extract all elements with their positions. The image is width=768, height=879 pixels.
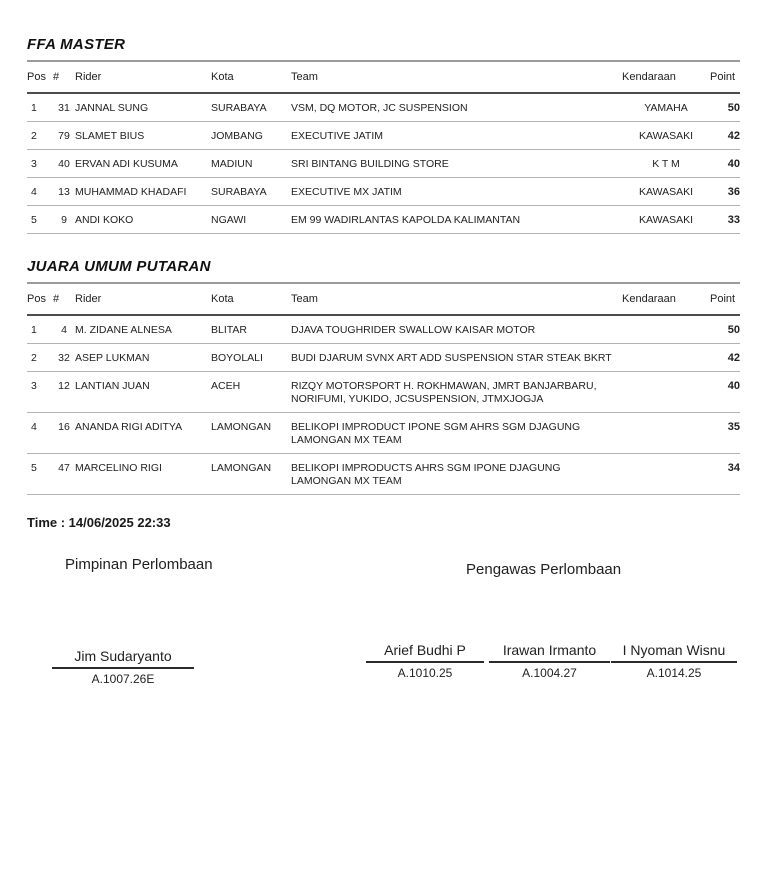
cell-pos: 2 <box>27 344 53 372</box>
cell-team: RIZQY MOTORSPORT H. ROKHMAWAN, JMRT BANJARBARU, NORIFUMI, YUKIDO, JCSUSPENSION, JTMXJOGJA <box>291 372 622 413</box>
signature-block-official-3 <box>611 642 737 680</box>
cell-point: 50 <box>710 315 740 344</box>
cell-point: 34 <box>710 454 740 495</box>
cell-point: 35 <box>710 413 740 454</box>
cell-point: 50 <box>710 93 740 122</box>
col-header-kendaraan: Kendaraan <box>622 283 710 315</box>
col-header-pos: Pos <box>27 61 53 93</box>
role-pengawas-perlombaan: Pengawas Perlombaan <box>466 561 622 578</box>
cell-team: EXECUTIVE JATIM <box>291 122 622 150</box>
cell-kota: JOMBANG <box>211 122 291 150</box>
cell-team: EM 99 WADIRLANTAS KAPOLDA KALIMANTAN <box>291 206 622 234</box>
cell-rider: JANNAL SUNG <box>75 93 211 122</box>
table-row <box>27 344 740 372</box>
cell-rider: SLAMET BIUS <box>75 122 211 150</box>
signature-block-pimpinan <box>52 648 194 686</box>
cell-pos: 3 <box>27 372 53 413</box>
cell-team: BUDI DJARUM SVNX ART ADD SUSPENSION STAR STEAK BKRT <box>291 344 622 372</box>
section-title-juara-umum: JUARA UMUM PUTARAN <box>27 258 211 275</box>
cell-rider: ANANDA RIGI ADITYA <box>75 413 211 454</box>
cell-kota: LAMONGAN <box>211 413 291 454</box>
table-row <box>27 178 740 206</box>
cell-kendaraan: KAWASAKI <box>622 206 710 234</box>
cell-kota: BLITAR <box>211 315 291 344</box>
table-row <box>27 122 740 150</box>
cell-kendaraan: KAWASAKI <box>622 122 710 150</box>
cell-rider: ASEP LUKMAN <box>75 344 211 372</box>
table-row <box>27 454 740 495</box>
section-juara-umum-putaran <box>0 258 768 495</box>
table-body <box>27 93 740 234</box>
cell-rider: ERVAN ADI KUSUMA <box>75 150 211 178</box>
col-header-point: Point <box>710 61 740 93</box>
cell-number: 16 <box>53 413 75 454</box>
cell-rider: M. ZIDANE ALNESA <box>75 315 211 344</box>
cell-kendaraan <box>622 372 710 413</box>
cell-kota: NGAWI <box>211 206 291 234</box>
cell-kendaraan <box>622 413 710 454</box>
col-header-number: # <box>53 61 75 93</box>
cell-team: SRI BINTANG BUILDING STORE <box>291 150 622 178</box>
cell-number: 13 <box>53 178 75 206</box>
cell-number: 12 <box>53 372 75 413</box>
cell-point: 40 <box>710 372 740 413</box>
cell-kota: SURABAYA <box>211 93 291 122</box>
cell-point: 42 <box>710 344 740 372</box>
cell-number: 47 <box>53 454 75 495</box>
table-head <box>27 283 740 315</box>
cell-kota: BOYOLALI <box>211 344 291 372</box>
cell-kota: ACEH <box>211 372 291 413</box>
cell-pos: 5 <box>27 454 53 495</box>
section-title-ffa-master: FFA MASTER <box>27 36 126 53</box>
signatory-license-id: A.1007.26E <box>91 672 155 686</box>
cell-kendaraan <box>622 344 710 372</box>
cell-number: 9 <box>53 206 75 234</box>
cell-pos: 2 <box>27 122 53 150</box>
table-row <box>27 206 740 234</box>
cell-kota: SURABAYA <box>211 178 291 206</box>
col-header-kota: Kota <box>211 283 291 315</box>
table-row <box>27 315 740 344</box>
cell-number: 40 <box>53 150 75 178</box>
cell-number: 79 <box>53 122 75 150</box>
signature-block-official-1 <box>366 642 484 680</box>
table-header-row <box>27 61 740 93</box>
table-row <box>27 93 740 122</box>
col-header-team: Team <box>291 283 622 315</box>
cell-kendaraan <box>622 315 710 344</box>
cell-rider: LANTIAN JUAN <box>75 372 211 413</box>
cell-pos: 1 <box>27 315 53 344</box>
results-table-ffa-master <box>27 60 740 234</box>
cell-team: EXECUTIVE MX JATIM <box>291 178 622 206</box>
print-timestamp: Time : 14/06/2025 22:33 <box>27 515 171 530</box>
table-head <box>27 61 740 93</box>
role-pimpinan-perlombaan: Pimpinan Perlombaan <box>65 556 213 573</box>
results-table-juara-umum <box>27 282 740 495</box>
signature-roles <box>0 556 768 580</box>
cell-rider: ANDI KOKO <box>75 206 211 234</box>
signatory-name: Irawan Irmanto <box>489 642 610 663</box>
cell-team: BELIKOPI IMPRODUCTS AHRS SGM IPONE DJAGUNG LAMONGAN MX TEAM <box>291 454 622 495</box>
cell-kendaraan <box>622 454 710 495</box>
table-body <box>27 315 740 495</box>
cell-kendaraan: K T M <box>622 150 710 178</box>
cell-kendaraan: KAWASAKI <box>622 178 710 206</box>
col-header-pos: Pos <box>27 283 53 315</box>
signatory-license-id: A.1004.27 <box>522 666 577 680</box>
cell-pos: 4 <box>27 178 53 206</box>
cell-kendaraan: YAMAHA <box>622 93 710 122</box>
signatory-license-id: A.1010.25 <box>397 666 453 680</box>
table-row <box>27 372 740 413</box>
cell-kota: MADIUN <box>211 150 291 178</box>
col-header-team: Team <box>291 61 622 93</box>
col-header-rider: Rider <box>75 283 211 315</box>
cell-number: 32 <box>53 344 75 372</box>
cell-team: DJAVA TOUGHRIDER SWALLOW KAISAR MOTOR <box>291 315 622 344</box>
cell-point: 36 <box>710 178 740 206</box>
signatory-name: Arief Budhi P <box>366 642 484 663</box>
footer <box>0 515 768 722</box>
cell-rider: MARCELINO RIGI <box>75 454 211 495</box>
cell-pos: 3 <box>27 150 53 178</box>
signature-row <box>0 642 768 722</box>
table-header-row <box>27 283 740 315</box>
section-ffa-master <box>0 36 768 234</box>
signatory-license-id: A.1014.25 <box>646 666 702 680</box>
table-row <box>27 413 740 454</box>
cell-point: 40 <box>710 150 740 178</box>
cell-number: 4 <box>53 315 75 344</box>
signatory-name: I Nyoman Wisnu <box>611 642 737 663</box>
col-header-kota: Kota <box>211 61 291 93</box>
cell-point: 42 <box>710 122 740 150</box>
col-header-point: Point <box>710 283 740 315</box>
table-row <box>27 150 740 178</box>
col-header-kendaraan: Kendaraan <box>622 61 710 93</box>
cell-rider: MUHAMMAD KHADAFI <box>75 178 211 206</box>
signatory-name: Jim Sudaryanto <box>52 648 194 669</box>
cell-point: 33 <box>710 206 740 234</box>
cell-team: VSM, DQ MOTOR, JC SUSPENSION <box>291 93 622 122</box>
cell-team: BELIKOPI IMPRODUCT IPONE SGM AHRS SGM DJAGUNG LAMONGAN MX TEAM <box>291 413 622 454</box>
cell-pos: 4 <box>27 413 53 454</box>
cell-pos: 5 <box>27 206 53 234</box>
signature-block-official-2 <box>489 642 610 680</box>
cell-pos: 1 <box>27 93 53 122</box>
cell-number: 31 <box>53 93 75 122</box>
col-header-rider: Rider <box>75 61 211 93</box>
col-header-number: # <box>53 283 75 315</box>
cell-kota: LAMONGAN <box>211 454 291 495</box>
